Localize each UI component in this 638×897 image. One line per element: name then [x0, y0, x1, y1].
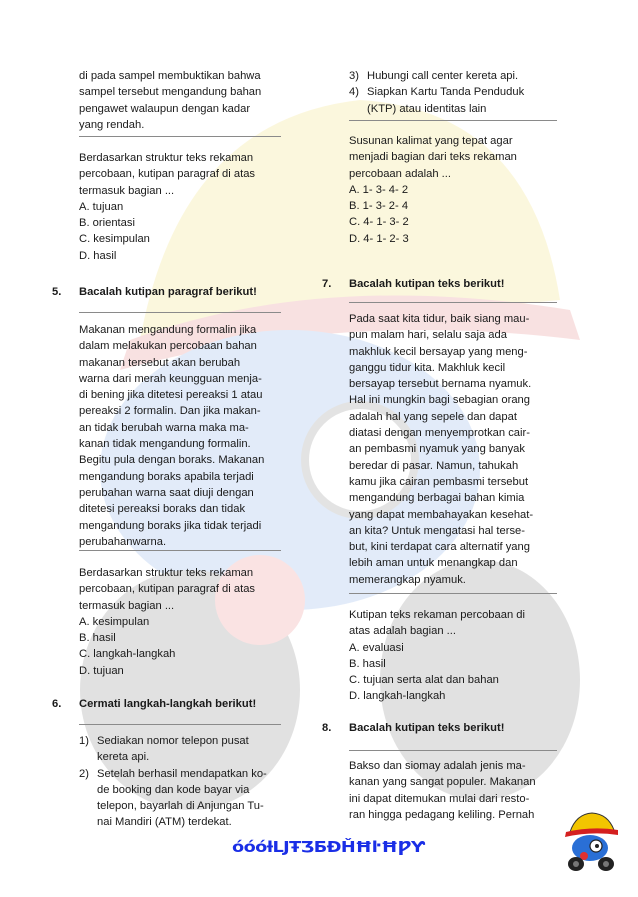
q7-prompt — [349, 607, 557, 705]
answer-option: B. hasil — [349, 657, 386, 670]
answer-option: C. kesimpulan — [79, 233, 150, 246]
step-number: 2) — [79, 767, 89, 780]
text-line: dalam melakukan percobaan bahan — [79, 340, 257, 353]
q6-steps-right — [349, 68, 557, 117]
text-line: adalah hal yang sepele dan dapat — [349, 410, 517, 423]
footer-watermark-text: óóóƚLJŦƷƂĐȞĦŀĦǷƳ — [232, 838, 425, 856]
text-line: percobaan adalah ... — [349, 167, 452, 180]
text-line: percobaan, kutipan paragraf di atas — [79, 583, 256, 596]
divider — [79, 724, 281, 725]
text-line: mengandung boraks jika tidak terjadi — [79, 519, 262, 532]
text-line: beredar di pasar. Namun, tahukah — [349, 459, 519, 472]
text-line: Sediakan nomor telepon pusat — [97, 735, 249, 747]
question-title: Bacalah kutipan teks berikut! — [349, 278, 505, 290]
text-line: perubahan warna saat diuji dengan — [79, 486, 254, 499]
q6-prompt — [349, 133, 557, 247]
mascot-logo-icon — [562, 810, 620, 872]
text-line: mengandung berbagai bahan kimia — [349, 492, 525, 505]
step-number: 1) — [79, 735, 89, 747]
left-intro — [79, 68, 281, 133]
divider — [79, 136, 281, 137]
question-title: Bacalah kutipan teks berikut! — [349, 722, 505, 734]
text-line: warna dari merah keungguan menja- — [79, 372, 262, 385]
text-line: Setelah berhasil mendapatkan ko- — [97, 767, 267, 780]
text-line: telepon, bayarlah di Anjungan Tu- — [97, 800, 264, 813]
text-line: makanan tersebut akan berubah — [79, 356, 241, 369]
text-line: (KTP) atau identitas lain — [367, 102, 487, 115]
text-line: makhluk kecil bersayap yang meng- — [349, 345, 528, 358]
text-line: lebih aman untuk menangkap dan — [349, 557, 518, 570]
text-line: pereaksi 2 formalin. Dan jika makan- — [79, 405, 261, 418]
text-line: kanan tidak mengandung formalin. — [79, 438, 251, 451]
text-line: sampel tersebut mengandung bahan — [79, 86, 262, 99]
step-number: 3) — [349, 70, 359, 82]
text-line: di pada sampel membuktikan bahwa — [79, 70, 261, 82]
text-line: di bening jika ditetesi pereaksi 1 atau — [79, 389, 263, 402]
text-line: Berdasarkan struktur teks rekaman — [79, 152, 254, 164]
answer-option: D. 4- 1- 2- 3 — [349, 232, 409, 245]
text-line: an kita? Untuk mengatasi hal terse- — [349, 524, 525, 537]
question-number: 5. — [52, 286, 62, 298]
answer-option: C. 4- 1- 3- 2 — [349, 216, 409, 229]
question-number: 7. — [322, 278, 332, 290]
step-item — [79, 766, 281, 831]
text-line: Berdasarkan struktur teks rekaman — [79, 567, 254, 579]
answer-option: A. evaluasi — [349, 641, 404, 654]
text-line: Siapkan Kartu Tanda Penduduk — [367, 86, 525, 99]
answer-option: C. tujuan serta alat dan bahan — [349, 674, 499, 687]
q7-passage — [349, 311, 557, 588]
text-line: nai Mandiri (ATM) terdekat. — [97, 816, 232, 829]
question-title: Cermati langkah-langkah berikut! — [79, 698, 257, 710]
text-line: de booking dan kode bayar via — [97, 783, 250, 796]
q5-passage — [79, 322, 281, 550]
text-line: ran hingga pedagang keliling. Pernah — [349, 808, 535, 821]
step-item — [349, 68, 557, 84]
answer-option: A. kesimpulan — [79, 615, 150, 628]
text-line: Bakso dan siomay adalah jenis ma- — [349, 760, 526, 772]
divider — [349, 302, 557, 303]
divider — [349, 120, 557, 121]
divider — [349, 750, 557, 751]
text-line: diatasi dengan menyemprotkan cair- — [349, 427, 530, 440]
q5-prompt — [79, 565, 281, 679]
text-line: Pada saat kita tidur, baik siang mau- — [349, 313, 530, 325]
question-title: Bacalah kutipan paragraf berikut! — [79, 286, 257, 298]
divider — [349, 593, 557, 594]
text-line: Susunan kalimat yang tepat agar — [349, 135, 513, 147]
text-line: kamu jika cairan pembasmi tersebut — [349, 475, 529, 488]
q8-passage — [349, 758, 557, 823]
text-line: but, kini terdapat cara alternatif yang — [349, 541, 530, 554]
text-line: perubahanwarna. — [79, 535, 167, 548]
divider — [79, 550, 281, 551]
text-line: pengawet walaupun dengan kadar — [79, 102, 251, 115]
q4-prompt — [79, 150, 281, 264]
text-line: Hal ini mungkin bagi sebagian orang — [349, 394, 530, 407]
text-line: ditetesi pereaksi boraks dan tidak — [79, 503, 246, 516]
text-line: percobaan, kutipan paragraf di atas — [79, 168, 256, 181]
answer-option: B. orientasi — [79, 217, 135, 230]
answer-option: D. tujuan — [79, 664, 124, 677]
answer-option: D. langkah-langkah — [349, 690, 446, 703]
text-line: memerangkap nyamuk. — [349, 573, 466, 586]
text-line: mengandung boraks apabila terjadi — [79, 470, 254, 483]
text-line: Hubungi call center kereta api. — [367, 70, 519, 82]
text-line: Begitu pula dengan boraks. Makanan — [79, 454, 265, 467]
text-line: yang rendah. — [79, 118, 145, 131]
text-line: yang dapat membahayakan kesehat- — [349, 508, 534, 521]
answer-option: A. 1- 3- 4- 2 — [349, 183, 409, 196]
text-line: kanan yang sangat populer. Makanan — [349, 776, 536, 789]
text-line: atas adalah bagian ... — [349, 625, 456, 638]
text-line: ini dapat ditemukan mulai dari resto- — [349, 792, 530, 805]
step-number: 4) — [349, 86, 359, 99]
text-line: termasuk bagian ... — [79, 184, 175, 197]
answer-option: A. tujuan — [79, 200, 124, 213]
step-item — [349, 84, 557, 117]
text-line: pun malam hari, selalu saja ada — [349, 329, 507, 342]
text-line: termasuk bagian ... — [79, 599, 175, 612]
divider — [79, 312, 281, 313]
text-line: Kutipan teks rekaman percobaan di — [349, 609, 526, 621]
text-line: an pembasmi nyamuk yang banyak — [349, 443, 525, 456]
text-line: bersayap tersebut bernama nyamuk. — [349, 378, 532, 391]
question-number: 6. — [52, 698, 62, 710]
q6-steps-left — [79, 733, 281, 831]
text-line: an tidak berubah warna maka ma- — [79, 421, 249, 434]
text-line: Makanan mengandung formalin jika — [79, 324, 257, 336]
answer-option: B. hasil — [79, 632, 116, 645]
text-line: menjadi bagian dari teks rekaman — [349, 151, 517, 164]
answer-option: C. langkah-langkah — [79, 648, 176, 661]
text-line: ganggu tidur kita. Makhluk kecil — [349, 361, 506, 374]
answer-option: D. hasil — [79, 249, 117, 262]
text-line: kereta api. — [97, 751, 150, 764]
question-number: 8. — [322, 722, 332, 734]
answer-option: B. 1- 3- 2- 4 — [349, 200, 409, 213]
step-item — [79, 733, 281, 766]
